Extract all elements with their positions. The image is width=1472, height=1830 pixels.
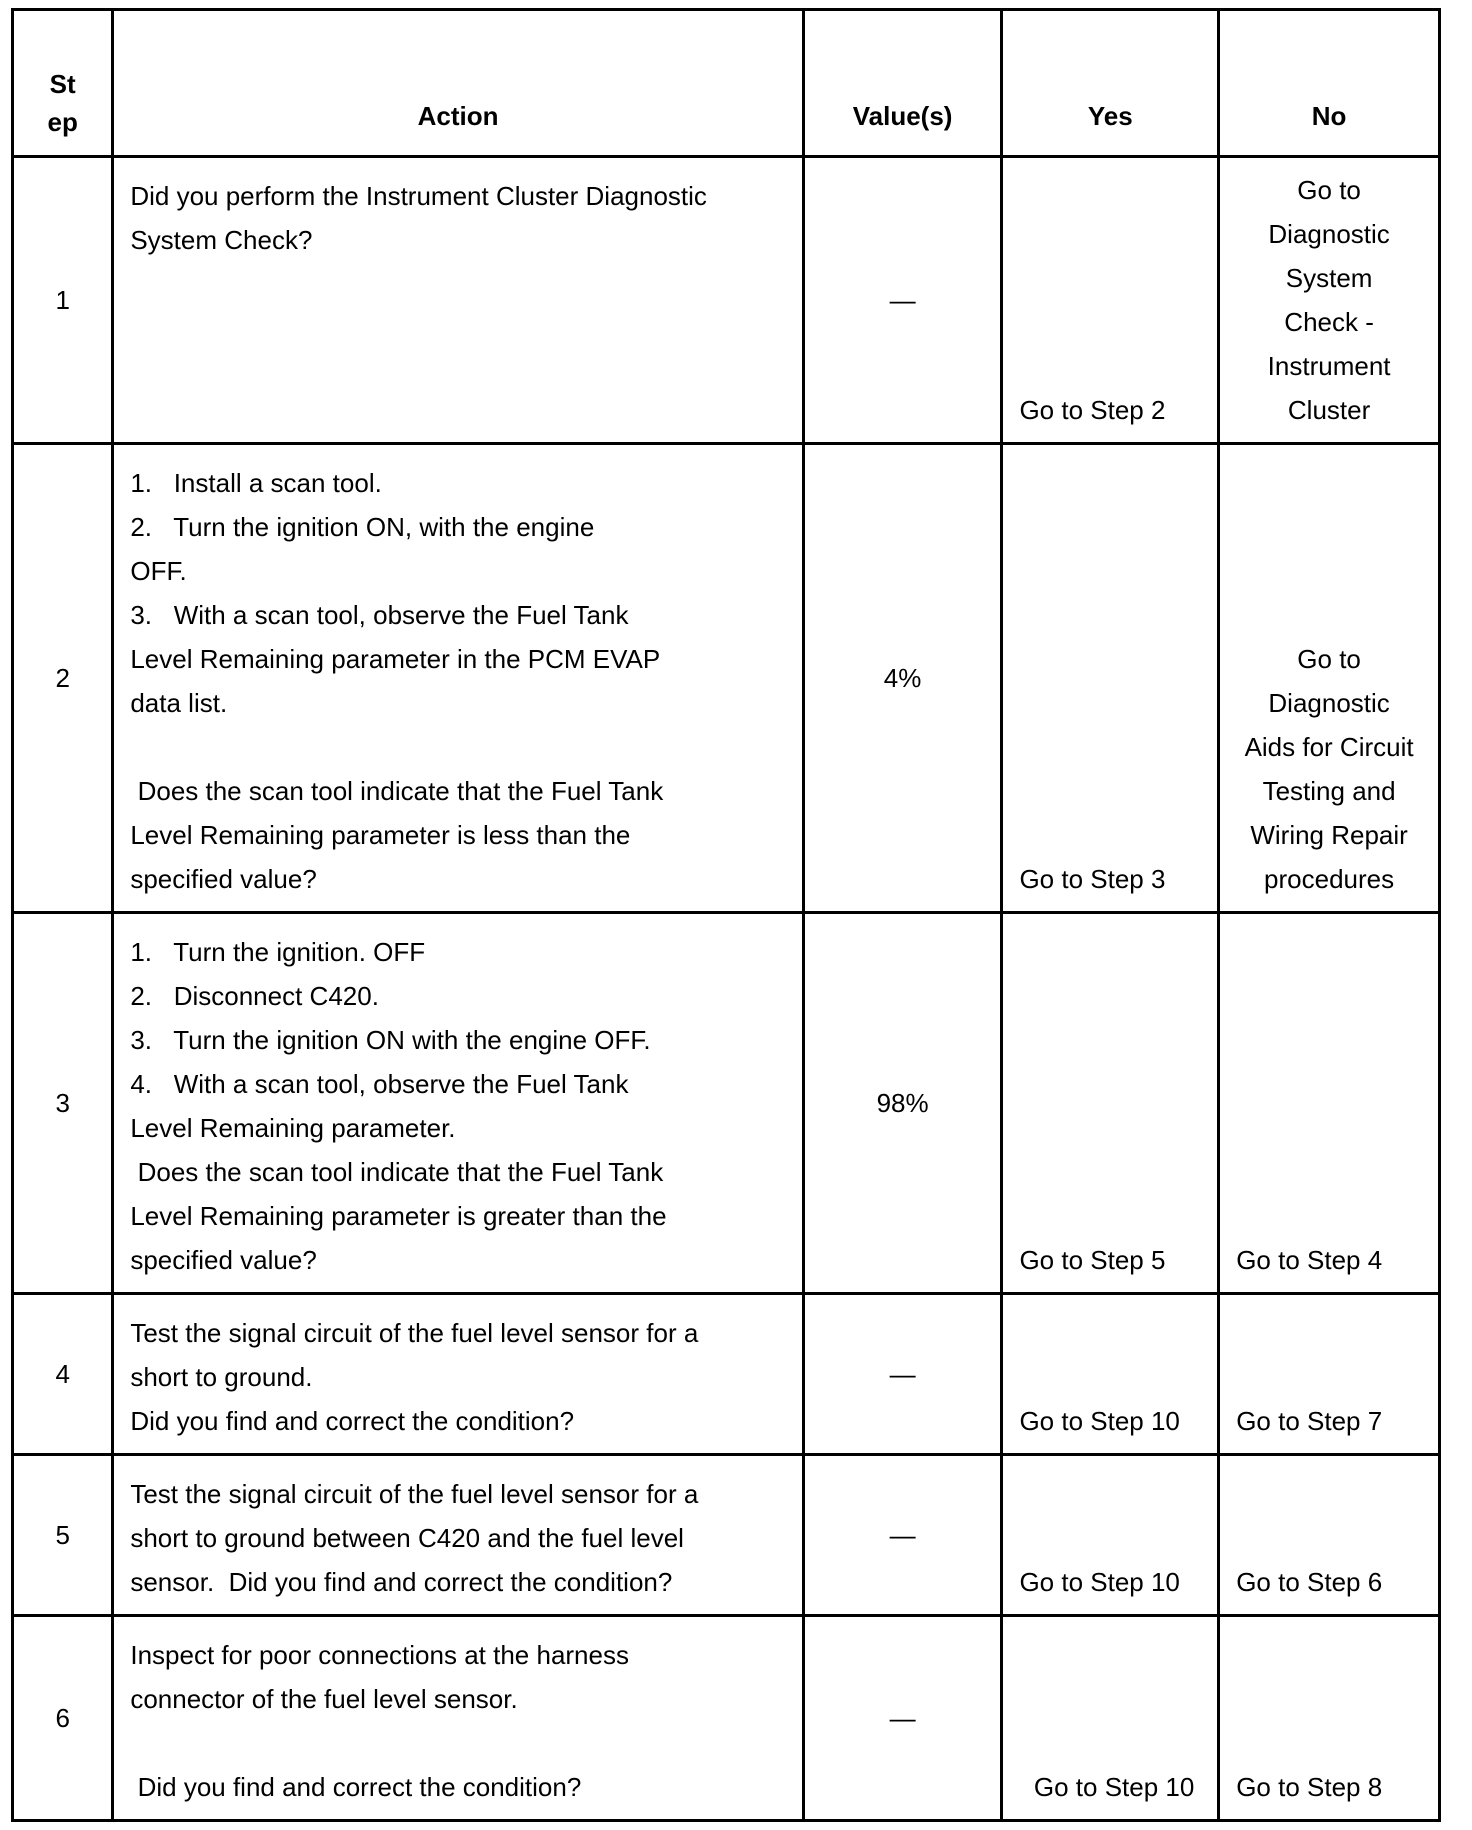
no-goto-line: Go to	[1297, 175, 1361, 205]
no-goto-line: procedures	[1264, 864, 1395, 894]
no-goto-line: Go to Step 7	[1236, 1406, 1383, 1436]
no-goto-line: Diagnostic	[1268, 219, 1390, 249]
action-line: Did you find and correct the condition?	[130, 1772, 582, 1802]
action-line: 2. Turn the ignition ON, with the engine	[130, 512, 595, 542]
yes-goto-link: Go to Step 10	[1019, 1567, 1180, 1597]
header-row	[13, 10, 1440, 157]
yes-cell	[1002, 444, 1219, 913]
no-goto-line: Aids for Circuit	[1244, 732, 1414, 762]
action-line: Test the signal circuit of the fuel level sensor for a	[130, 1318, 699, 1348]
action-line: OFF.	[130, 556, 187, 586]
action-line: Did you perform the Instrument Cluster Diagnostic	[130, 181, 707, 211]
action-spacer	[130, 725, 787, 769]
table-row	[13, 913, 1440, 1294]
action-line: Did you find and correct the condition?	[130, 1406, 575, 1436]
no-cell	[1219, 444, 1440, 913]
step-number: 3	[13, 913, 113, 1294]
action-line: 2. Disconnect C420.	[130, 981, 379, 1011]
action-line: Level Remaining parameter.	[130, 1113, 456, 1143]
value-cell: —	[803, 1294, 1002, 1455]
no-goto-line: Go to Step 4	[1236, 1245, 1383, 1275]
action-cell	[113, 1455, 803, 1616]
no-cell	[1219, 913, 1440, 1294]
yes-cell	[1002, 1455, 1219, 1616]
no-cell	[1219, 1616, 1440, 1821]
action-line: Level Remaining parameter is less than the	[130, 820, 631, 850]
action-line: System Check?	[130, 225, 313, 255]
yes-goto-link: Go to Step 3	[1019, 864, 1166, 894]
action-cell	[113, 444, 803, 913]
action-line: Level Remaining parameter is greater than the	[130, 1201, 667, 1231]
yes-goto-link: Go to Step 10	[1019, 1772, 1195, 1802]
action-line: 3. Turn the ignition ON with the engine OFF.	[130, 1025, 651, 1055]
header-action: Action	[113, 10, 803, 157]
action-line: sensor. Did you find and correct the condition?	[130, 1567, 673, 1597]
action-cell	[113, 157, 803, 444]
action-line: data list.	[130, 688, 228, 718]
no-goto-line: Go to Step 8	[1236, 1772, 1383, 1802]
header-step-line2: ep	[47, 107, 78, 137]
value-cell: —	[803, 157, 1002, 444]
no-goto-line: Testing and	[1262, 776, 1396, 806]
action-line: 4. With a scan tool, observe the Fuel Tank	[130, 1069, 629, 1099]
table-row	[13, 1294, 1440, 1455]
no-goto-line: System	[1285, 263, 1373, 293]
action-line: Inspect for poor connections at the harness	[130, 1640, 629, 1670]
action-line: 1. Install a scan tool.	[130, 468, 382, 498]
yes-goto-link: Go to Step 10	[1019, 1406, 1180, 1436]
yes-goto-link: Go to Step 2	[1019, 395, 1166, 425]
step-number: 5	[13, 1455, 113, 1616]
no-goto-line: Check -	[1284, 307, 1374, 337]
action-line: 3. With a scan tool, observe the Fuel Tank	[130, 600, 629, 630]
value-cell: 4%	[803, 444, 1002, 913]
action-line: short to ground between C420 and the fuel level	[130, 1523, 684, 1553]
no-goto-line: Go to	[1297, 644, 1361, 674]
no-goto-line: Go to Step 6	[1236, 1567, 1383, 1597]
action-line: Does the scan tool indicate that the Fuel Tank	[130, 1157, 664, 1187]
action-cell	[113, 1294, 803, 1455]
yes-cell	[1002, 157, 1219, 444]
header-no: No	[1219, 10, 1440, 157]
action-line: short to ground.	[130, 1362, 313, 1392]
yes-cell	[1002, 913, 1219, 1294]
action-line: specified value?	[130, 1245, 317, 1275]
no-goto-line: Wiring Repair	[1250, 820, 1408, 850]
no-goto-line: Cluster	[1287, 395, 1371, 425]
no-goto-line: Diagnostic	[1268, 688, 1390, 718]
action-line: specified value?	[130, 864, 317, 894]
action-line: connector of the fuel level sensor.	[130, 1684, 518, 1714]
step-number: 1	[13, 157, 113, 444]
yes-cell	[1002, 1294, 1219, 1455]
value-cell: —	[803, 1455, 1002, 1616]
no-cell	[1219, 1455, 1440, 1616]
action-line: Level Remaining parameter in the PCM EVAP	[130, 644, 661, 674]
step-number: 6	[13, 1616, 113, 1821]
yes-goto-link: Go to Step 5	[1019, 1245, 1166, 1275]
action-line: Does the scan tool indicate that the Fuel Tank	[130, 776, 664, 806]
action-line: 1. Turn the ignition. OFF	[130, 937, 426, 967]
value-cell: —	[803, 1616, 1002, 1821]
table-row	[13, 1455, 1440, 1616]
action-spacer	[130, 1721, 787, 1765]
header-values: Value(s)	[803, 10, 1002, 157]
action-cell	[113, 1616, 803, 1821]
header-step-line1: St	[49, 69, 76, 99]
step-number: 2	[13, 444, 113, 913]
no-goto-line: Instrument	[1267, 351, 1391, 381]
yes-cell	[1002, 1616, 1219, 1821]
value-cell: 98%	[803, 913, 1002, 1294]
table-row	[13, 157, 1440, 444]
diagnostic-table	[11, 8, 1441, 1822]
action-line: Test the signal circuit of the fuel level sensor for a	[130, 1479, 699, 1509]
step-number: 4	[13, 1294, 113, 1455]
no-cell	[1219, 157, 1440, 444]
action-cell	[113, 913, 803, 1294]
table-row	[13, 1616, 1440, 1821]
no-cell	[1219, 1294, 1440, 1455]
header-step	[13, 10, 113, 157]
header-yes: Yes	[1002, 10, 1219, 157]
table-row	[13, 444, 1440, 913]
